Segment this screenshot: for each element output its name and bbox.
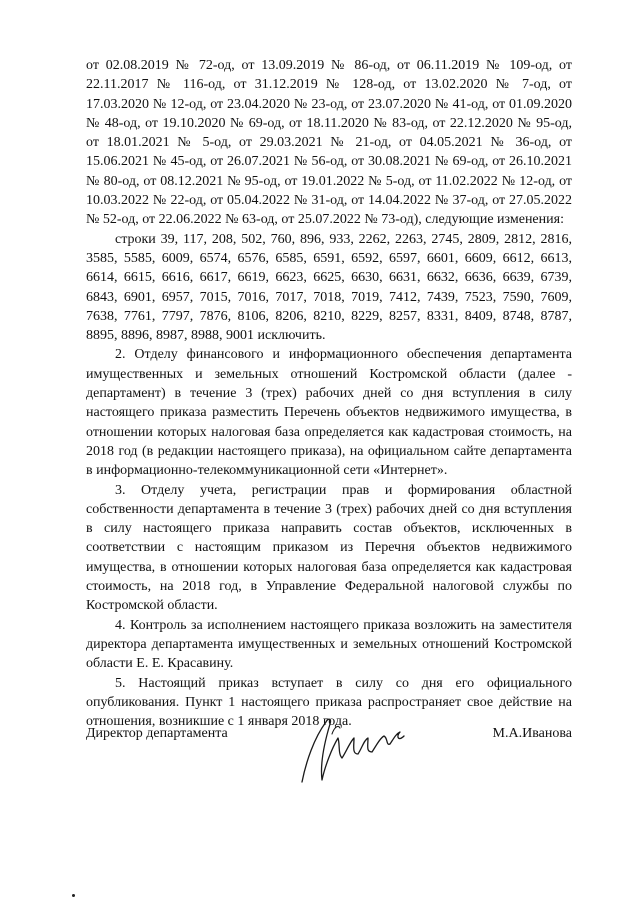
signatory-title: Директор департамента [86,726,228,741]
paragraph-item-5: 5. Настоящий приказ вступает в силу со дня его официального опубликования. Пункт 1 настоящего приказа распространяет свое действие на отношения, возникшие с 1 января 2018 года. [86,675,572,730]
handwritten-signature [292,708,412,788]
scan-speck [72,894,75,897]
signature-block [86,708,572,888]
paragraph-amendment-list: от 02.08.2019 № 72-од, от 13.09.2019 № 86-од, от 06.11.2019 № 109-од, от 22.11.2017 № 116-од, от 31.12.2019 № 128-од, от 13.02.2020 № 7-од, от 17.03.2020 № 12-од, от 23.04.2020 № 23-од, от 23.07.2020 № 41-од, от 01.09.2020 № 48-од, от 19.10.2020 № 69-од, от 18.11.2020 № 83-од, от 22.12.2020 № 95-од, от 18.01.2021 № 5-од, от 29.03.2021 № 21-од, от 04.05.2021 № 36-од, от 15.06.2021 № 45-од, от 26.07.2021 № 56-од, от 30.08.2021 № 69-од, от 26.10.2021 № 80-од, от 08.12.2021 № 95-од, от 19.01.2022 № 5-од, от 11.02.2022 № 12-од, от 10.03.2022 № 22-од, от 05.04.2022 № 31-од, от 14.04.2022 № 37-од, от 27.05.2022 № 52-од, от 22.06.2022 № 63-од, от 25.07.2022 № 73-од), следующие изменения: [86,58,572,228]
paragraph-item-2: 2. Отделу финансового и информационного обеспечения департамента имущественных и земельных отношений Костромской области (далее - департамент) в течение 3 (трех) рабочих дней со дня вступления в силу настоящего приказа разместить Перечень объектов недвижимого имущества, в отношении которых налоговая база определяется как кадастровая стоимость, на 2018 год (в редакции настоящего приказа), на официальном сайте департамента в информационно-телекоммуникационной сети «Интернет». [86,347,572,479]
signatory-name: М.А.Иванова [492,726,572,741]
paragraph-item-3: 3. Отделу учета, регистрации прав и формирования областной собственности департамента в течение 3 (трех) рабочих дней со дня вступления в силу настоящего приказа направить состав объектов, исключенных в соответствии с настоящим приказом из Перечня объектов недвижимого имущества, в отношении которых налоговая база определяется как кадастровая стоимость, на 2018 год, в Управление Федеральной налоговой службы по Костромской области. [86,482,572,614]
paragraph-item-4: 4. Контроль за исполнением настоящего приказа возложить на заместителя директора департамента имущественных и земельных отношений Костромской области Е. Е. Красавину. [86,617,572,672]
paragraph-excluded-rows: строки 39, 117, 208, 502, 760, 896, 933, 2262, 2263, 2745, 2809, 2812, 2816, 3585, 5585, 6009, 6574, 6576, 6585, 6591, 6592, 6597, 6601, 6609, 6612, 6613, 6614, 6615, 6616, 6617, 6619, 6623, 6625, 6630, 6631, 6632, 6636, 6639, 6739, 6843, 6901, 6957, 7015, 7016, 7017, 7018, 7019, 7412, 7439, 7523, 7590, 7609, 7638, 7761, 7797, 7876, 8106, 8206, 8210, 8229, 8257, 8331, 8409, 8748, 8787, 8895, 8896, 8987, 8988, 9001 исключить. [86,231,572,344]
document-body [86,56,572,731]
